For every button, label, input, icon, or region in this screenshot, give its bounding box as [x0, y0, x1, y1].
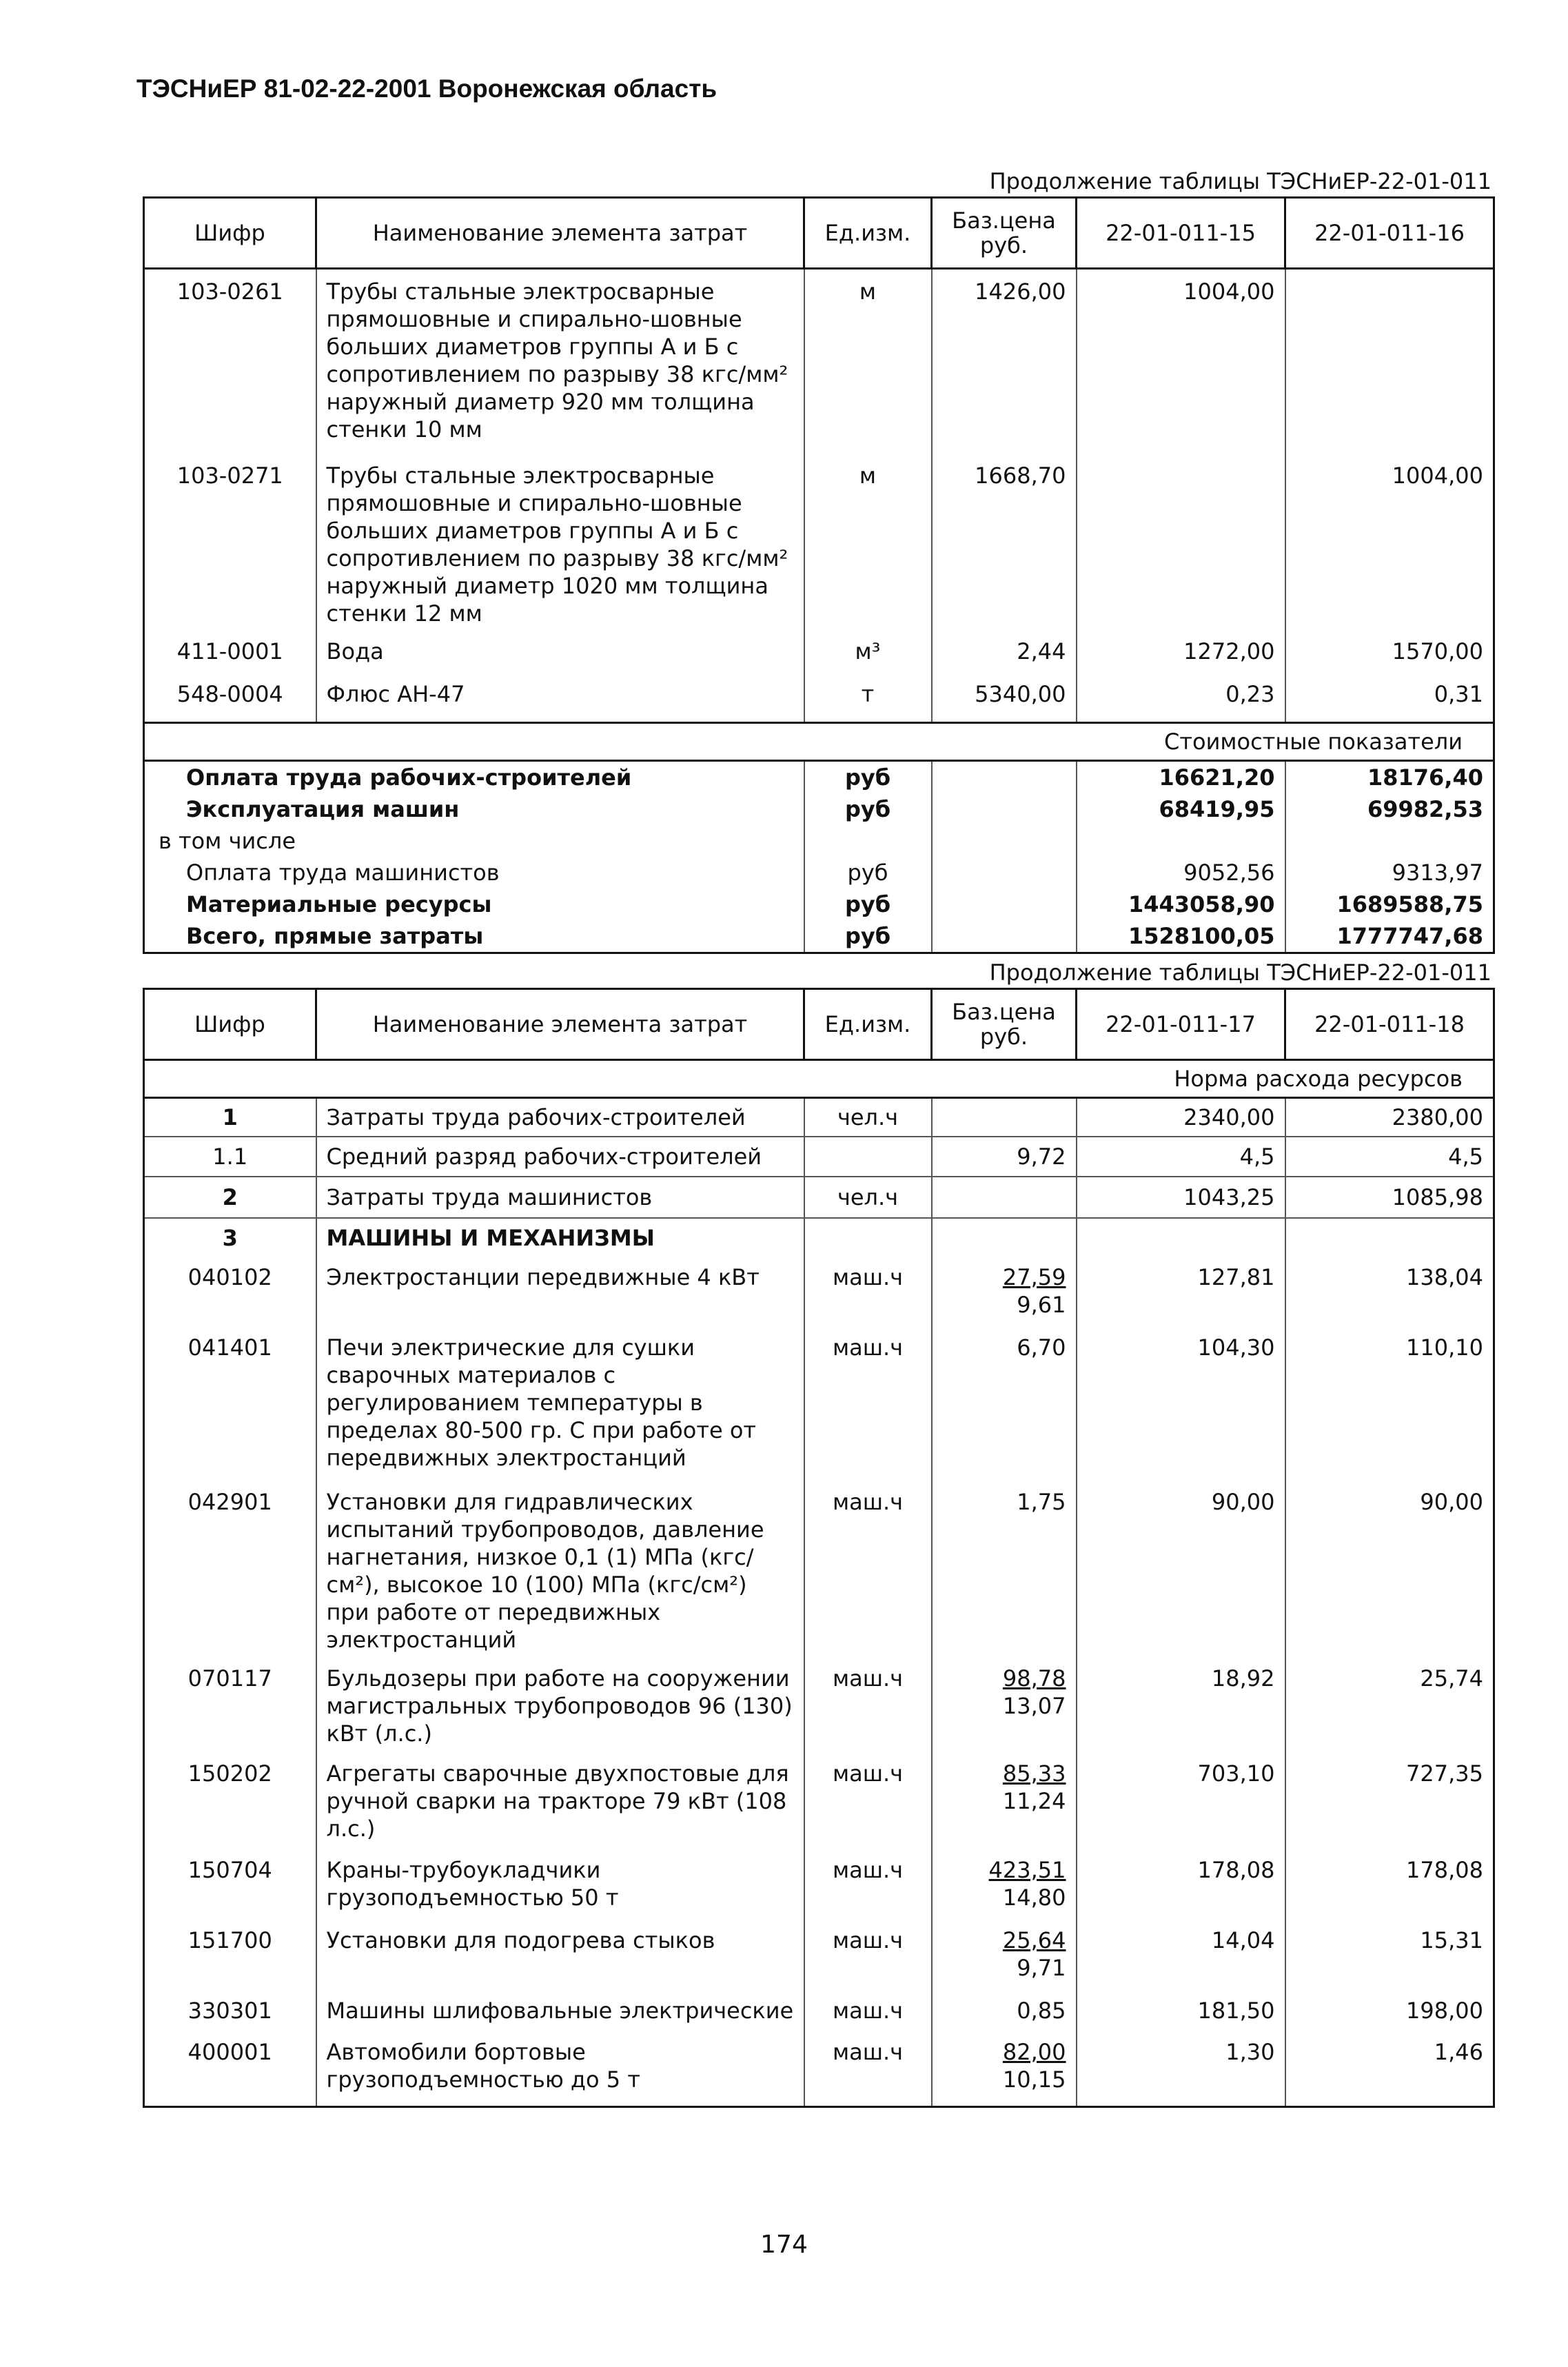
row-code: 042901	[144, 1483, 316, 1659]
cost-value-a	[1077, 825, 1285, 857]
table-row	[144, 638, 1494, 680]
row-name: Автомобили бортовые грузоподъемностью до 5 т	[316, 2033, 804, 2107]
cost-value-a: 1528100,05	[1077, 920, 1285, 953]
cost-label: Оплата труда машинистов	[144, 857, 804, 888]
row-price	[932, 1328, 1077, 1483]
cost-value-a: 9052,56	[1077, 857, 1285, 888]
row-value-a: 1272,00	[1077, 638, 1285, 680]
cost-label: Материальные ресурсы	[144, 888, 804, 920]
col-header-price: Баз.цена руб.	[932, 989, 1077, 1060]
cost-unit	[804, 825, 932, 857]
cost-empty	[932, 825, 1077, 857]
cost-value-b: 1777747,68	[1285, 920, 1494, 953]
row-price	[932, 1218, 1077, 1258]
cost-row	[144, 761, 1494, 794]
row-value-b: 0,31	[1285, 680, 1494, 723]
row-code: 3	[144, 1218, 316, 1258]
row-price	[932, 1754, 1077, 1851]
table-row	[144, 1137, 1494, 1177]
row-price	[932, 2033, 1077, 2107]
row-value-a: 1043,25	[1077, 1177, 1285, 1218]
row-unit: чел.ч	[804, 1177, 932, 1218]
row-value-a: 127,81	[1077, 1258, 1285, 1328]
row-value-b: 198,00	[1285, 1991, 1494, 2033]
cost-row	[144, 857, 1494, 888]
row-value-b: 25,74	[1285, 1659, 1494, 1754]
row-name: Установки для гидравлических испытаний трубопроводов, давление нагнетания, низкое 0,1 (1) МПа (кгс/см²), высокое 10 (100) МПа (кгс/см²) при работе от передвижных электростанций	[316, 1483, 804, 1659]
row-value-b: 727,35	[1285, 1754, 1494, 1851]
section-row	[144, 723, 1494, 761]
row-unit: маш.ч	[804, 1754, 932, 1851]
row-code: 1.1	[144, 1137, 316, 1177]
row-code: 150704	[144, 1851, 316, 1921]
price-rate: 25,64	[1002, 1927, 1066, 1953]
table2-header-row	[144, 989, 1494, 1060]
row-value-b: 15,31	[1285, 1921, 1494, 1991]
row-unit: т	[804, 680, 932, 723]
price-rate: 82,00	[1002, 2038, 1066, 2065]
price-wage: 11,24	[1002, 1787, 1066, 1814]
table-row	[144, 1177, 1494, 1218]
cost-value-a: 1443058,90	[1077, 888, 1285, 920]
row-unit: маш.ч	[804, 2033, 932, 2107]
machine-row	[144, 1754, 1494, 1851]
cost-row	[144, 920, 1494, 953]
row-name: МАШИНЫ И МЕХАНИЗМЫ	[316, 1218, 804, 1258]
row-price	[932, 1177, 1077, 1218]
row-name: Краны-трубоукладчики грузоподъемностью 50 т	[316, 1851, 804, 1921]
row-price: 9,72	[932, 1137, 1077, 1177]
row-value-a: 181,50	[1077, 1991, 1285, 2033]
row-name: Машины шлифовальные электрические	[316, 1991, 804, 2033]
table-row	[144, 1218, 1494, 1258]
row-unit: м	[804, 269, 932, 462]
row-value-b: 2380,00	[1285, 1098, 1494, 1137]
row-unit: маш.ч	[804, 1851, 932, 1921]
row-value-a	[1077, 462, 1285, 638]
row-name: Трубы стальные электросварные прямошовные и спирально-шовные больших диаметров группы А и Б с сопротивлением по разрыву 38 кгс/мм² наружный диаметр 920 мм толщина стенки 10 мм	[316, 269, 804, 462]
row-name: Трубы стальные электросварные прямошовные и спирально-шовные больших диаметров группы А и Б с сопротивлением по разрыву 38 кгс/мм² наружный диаметр 1020 мм толщина стенки 12 мм	[316, 462, 804, 638]
row-name: Печи электрические для сушки сварочных материалов с регулированием температуры в пределах 80-500 гр. С при работе от передвижных электростанций	[316, 1328, 804, 1483]
price-wage: 9,71	[1017, 1954, 1066, 1981]
cost-value-b: 1689588,75	[1285, 888, 1494, 920]
price-rate: 0,85	[1017, 1997, 1066, 2024]
col-header-b: 22-01-011-18	[1285, 989, 1494, 1060]
row-value-a: 0,23	[1077, 680, 1285, 723]
col-header-name: Наименование элемента затрат	[316, 989, 804, 1060]
row-unit: маш.ч	[804, 1258, 932, 1328]
table-row	[144, 1098, 1494, 1137]
row-price: 5340,00	[932, 680, 1077, 723]
row-value-b: 178,08	[1285, 1851, 1494, 1921]
machine-row	[144, 1921, 1494, 1991]
row-value-a: 18,92	[1077, 1659, 1285, 1754]
col-header-unit: Ед.изм.	[804, 198, 932, 269]
cost-label: в том числе	[144, 825, 804, 857]
row-price	[932, 1098, 1077, 1137]
resource-table-1	[143, 196, 1495, 954]
row-value-a: 1,30	[1077, 2033, 1285, 2107]
row-unit	[804, 1137, 932, 1177]
row-value-b: 4,5	[1285, 1137, 1494, 1177]
cost-value-b: 18176,40	[1285, 761, 1494, 794]
row-value-a: 1004,00	[1077, 269, 1285, 462]
cost-unit: руб	[804, 761, 932, 794]
col-header-b: 22-01-011-16	[1285, 198, 1494, 269]
table1-caption: Продолжение таблицы ТЭСНиЕР-22-01-011	[989, 168, 1491, 194]
row-price: 1668,70	[932, 462, 1077, 638]
cost-empty	[932, 920, 1077, 953]
row-value-a: 178,08	[1077, 1851, 1285, 1921]
row-unit: м³	[804, 638, 932, 680]
row-price: 2,44	[932, 638, 1077, 680]
row-unit: м	[804, 462, 932, 638]
row-name: Затраты труда рабочих-строителей	[316, 1098, 804, 1137]
row-name: Затраты труда машинистов	[316, 1177, 804, 1218]
row-price	[932, 1921, 1077, 1991]
machine-row	[144, 1851, 1494, 1921]
section-title: Стоимостные показатели	[144, 723, 1494, 761]
cost-value-a: 16621,20	[1077, 761, 1285, 794]
col-header-a: 22-01-011-15	[1077, 198, 1285, 269]
table-row	[144, 680, 1494, 723]
row-value-b	[1285, 1218, 1494, 1258]
machine-row	[144, 1991, 1494, 2033]
row-price	[932, 1659, 1077, 1754]
price-rate: 98,78	[1002, 1665, 1066, 1692]
section-row	[144, 1060, 1494, 1098]
machine-row	[144, 1659, 1494, 1754]
cost-value-a: 68419,95	[1077, 793, 1285, 825]
cost-value-b	[1285, 825, 1494, 857]
row-unit: маш.ч	[804, 1328, 932, 1483]
price-wage: 13,07	[1002, 1692, 1066, 1719]
row-value-b: 1004,00	[1285, 462, 1494, 638]
cost-unit: руб	[804, 793, 932, 825]
row-price: 1426,00	[932, 269, 1077, 462]
table1-header-row	[144, 198, 1494, 269]
cost-row	[144, 888, 1494, 920]
machine-row	[144, 1483, 1494, 1659]
row-value-a: 90,00	[1077, 1483, 1285, 1659]
row-name: Средний разряд рабочих-строителей	[316, 1137, 804, 1177]
machine-row	[144, 2033, 1494, 2107]
row-name: Бульдозеры при работе на сооружении магистральных трубопроводов 96 (130) кВт (л.с.)	[316, 1659, 804, 1754]
row-name: Флюс АН-47	[316, 680, 804, 723]
document-title: ТЭСНиЕР 81-02-22-2001 Воронежская область	[136, 74, 717, 103]
row-code: 151700	[144, 1921, 316, 1991]
row-value-b: 90,00	[1285, 1483, 1494, 1659]
col-header-code: Шифр	[144, 989, 316, 1060]
row-price	[932, 1851, 1077, 1921]
row-value-b: 1085,98	[1285, 1177, 1494, 1218]
cost-unit: руб	[804, 920, 932, 953]
row-price	[932, 1258, 1077, 1328]
cost-empty	[932, 793, 1077, 825]
row-value-b	[1285, 269, 1494, 462]
row-unit: чел.ч	[804, 1098, 932, 1137]
row-code: 150202	[144, 1754, 316, 1851]
section-title: Норма расхода ресурсов	[144, 1060, 1494, 1098]
row-value-a: 14,04	[1077, 1921, 1285, 1991]
price-rate: 423,51	[988, 1856, 1066, 1883]
row-price	[932, 1991, 1077, 2033]
row-code: 041401	[144, 1328, 316, 1483]
row-unit: маш.ч	[804, 1921, 932, 1991]
row-unit	[804, 1218, 932, 1258]
price-rate: 85,33	[1002, 1760, 1066, 1787]
row-name: Электростанции передвижные 4 кВт	[316, 1258, 804, 1328]
row-value-a	[1077, 1218, 1285, 1258]
price-rate: 6,70	[1017, 1334, 1066, 1361]
cost-empty	[932, 857, 1077, 888]
row-code: 330301	[144, 1991, 316, 2033]
row-value-b: 1570,00	[1285, 638, 1494, 680]
cost-empty	[932, 888, 1077, 920]
table2-caption: Продолжение таблицы ТЭСНиЕР-22-01-011	[989, 959, 1491, 986]
row-code: 411-0001	[144, 638, 316, 680]
row-code: 040102	[144, 1258, 316, 1328]
row-value-a: 4,5	[1077, 1137, 1285, 1177]
table-row	[144, 462, 1494, 638]
col-header-code: Шифр	[144, 198, 316, 269]
price-rate: 27,59	[1002, 1263, 1066, 1290]
row-unit: маш.ч	[804, 1991, 932, 2033]
row-code: 400001	[144, 2033, 316, 2107]
table-row	[144, 269, 1494, 462]
cost-label: Эксплуатация машин	[144, 793, 804, 825]
col-header-a: 22-01-011-17	[1077, 989, 1285, 1060]
cost-unit: руб	[804, 857, 932, 888]
price-wage: 9,61	[1017, 1291, 1066, 1318]
row-value-a: 703,10	[1077, 1754, 1285, 1851]
cost-row	[144, 793, 1494, 825]
cost-label: Оплата труда рабочих-строителей	[144, 761, 804, 794]
cost-unit: руб	[804, 888, 932, 920]
cost-empty	[932, 761, 1077, 794]
resource-table-2	[143, 988, 1495, 2108]
row-value-b: 110,10	[1285, 1328, 1494, 1483]
row-code: 070117	[144, 1659, 316, 1754]
cost-row	[144, 825, 1494, 857]
row-value-a: 104,30	[1077, 1328, 1285, 1483]
row-unit: маш.ч	[804, 1659, 932, 1754]
row-code: 103-0271	[144, 462, 316, 638]
row-name: Вода	[316, 638, 804, 680]
price-wage: 14,80	[1002, 1884, 1066, 1911]
row-unit: маш.ч	[804, 1483, 932, 1659]
row-value-a: 2340,00	[1077, 1098, 1285, 1137]
row-value-b: 138,04	[1285, 1258, 1494, 1328]
machine-row	[144, 1328, 1494, 1483]
price-rate: 1,75	[1017, 1488, 1066, 1515]
price-wage: 10,15	[1002, 2066, 1066, 2093]
machine-row	[144, 1258, 1494, 1328]
row-code: 548-0004	[144, 680, 316, 723]
col-header-unit: Ед.изм.	[804, 989, 932, 1060]
row-code: 2	[144, 1177, 316, 1218]
cost-label: Всего, прямые затраты	[144, 920, 804, 953]
row-code: 1	[144, 1098, 316, 1137]
row-name: Агрегаты сварочные двухпостовые для ручной сварки на тракторе 79 кВт (108 л.с.)	[316, 1754, 804, 1851]
row-name: Установки для подогрева стыков	[316, 1921, 804, 1991]
cost-value-b: 69982,53	[1285, 793, 1494, 825]
row-price	[932, 1483, 1077, 1659]
page-number: 174	[760, 2231, 808, 2259]
row-value-b: 1,46	[1285, 2033, 1494, 2107]
col-header-price: Баз.цена руб.	[932, 198, 1077, 269]
row-code: 103-0261	[144, 269, 316, 462]
cost-value-b: 9313,97	[1285, 857, 1494, 888]
col-header-name: Наименование элемента затрат	[316, 198, 804, 269]
